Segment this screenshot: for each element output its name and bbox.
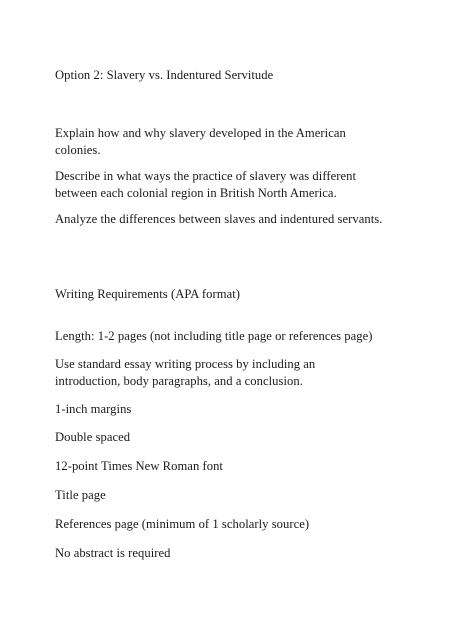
prompt-2-line-2: between each colonial region in British North America.: [55, 186, 337, 200]
requirement-process-line-2: introduction, body paragraphs, and a conclusion.: [55, 374, 303, 388]
prompt-1-line-1: Explain how and why slavery developed in the American: [55, 126, 346, 140]
requirement-abstract: No abstract is required: [55, 546, 171, 560]
option-heading: Option 2: Slavery vs. Indentured Servitude: [55, 68, 274, 82]
requirement-references: References page (minimum of 1 scholarly source): [55, 517, 310, 531]
prompt-2-line-1: Describe in what ways the practice of slavery was different: [55, 169, 356, 183]
requirement-length: Length: 1-2 pages (not including title page or references page): [55, 329, 373, 343]
prompt-1-line-2: colonies.: [55, 143, 101, 157]
requirement-margins: 1-inch margins: [55, 402, 132, 416]
prompt-3: Analyze the differences between slaves and indentured servants.: [55, 212, 383, 226]
requirement-font: 12-point Times New Roman font: [55, 459, 223, 473]
requirement-title-page: Title page: [55, 488, 106, 502]
requirements-title: Writing Requirements (APA format): [55, 287, 241, 301]
requirement-process-line-1: Use standard essay writing process by including an: [55, 357, 316, 371]
requirement-spacing: Double spaced: [55, 430, 131, 444]
